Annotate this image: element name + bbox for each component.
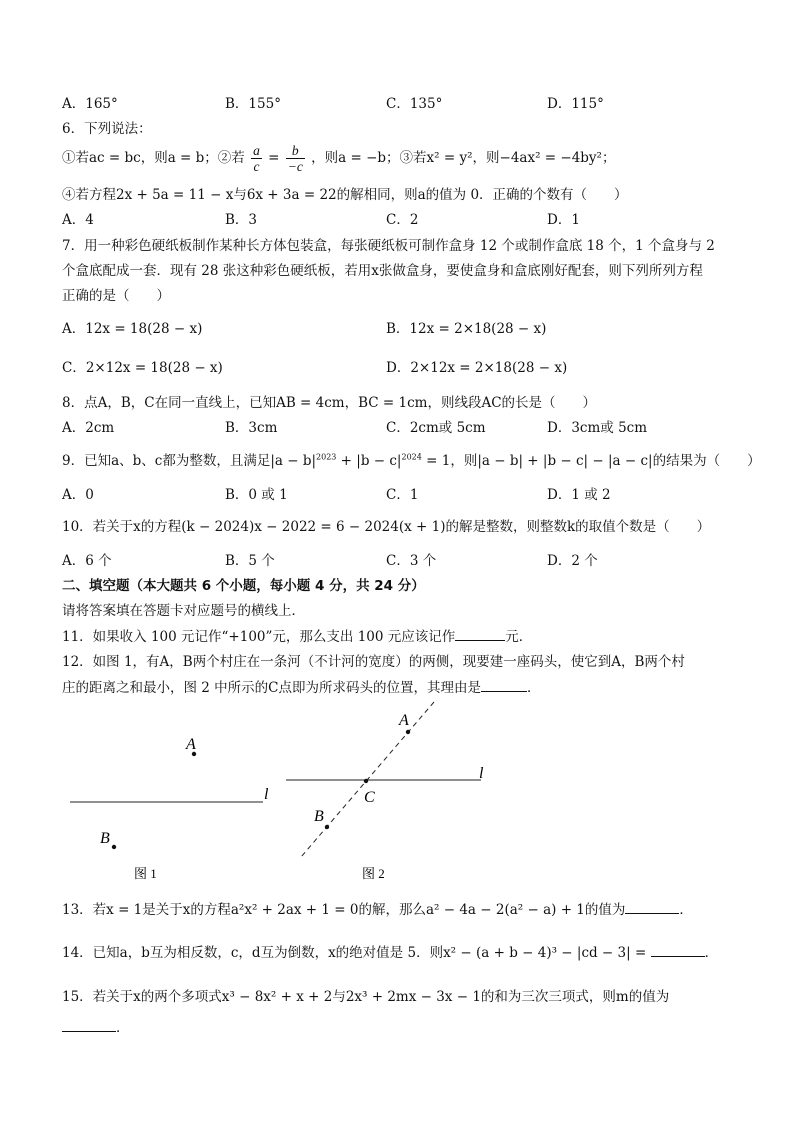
q9-option-d: D．1 或 2 <box>547 487 611 503</box>
q6-option-a: A．4 <box>62 212 94 228</box>
figure-1 <box>66 725 286 885</box>
q10-option-c: C．3 个 <box>386 553 437 569</box>
fig2-point-c <box>364 779 368 783</box>
q5-option-d: D．115° <box>547 96 604 112</box>
q9-stem <box>62 449 761 469</box>
q8-stem: 8．点A，B，C在同一直线上，已知AB = 4cm，BC = 1cm，则线段AC的长是（ ） <box>62 395 597 411</box>
fig1-label-b: B <box>100 830 110 847</box>
q8-option-d: D．3cm或 5cm <box>547 420 648 436</box>
q10-option-b: B．5 个 <box>225 553 275 569</box>
q15-line2-end: ． <box>116 1020 130 1036</box>
fig2-point-a <box>406 730 410 734</box>
q9-exponent-2023: 2023 <box>316 452 337 462</box>
q6-line2: ④若方程2x + 5a = 11 − x与6x + 3a = 22的解相同，则a的值为 0．正确的个数有（ ） <box>62 187 628 203</box>
q7-option-d: D．2×12x = 2×18(28 − x) <box>386 360 568 376</box>
q14-text-b: ． <box>704 945 719 961</box>
section2-instruction: 请将答案填在答题卡对应题号的横线上． <box>62 603 305 619</box>
q8-option-b: B．3cm <box>225 420 278 436</box>
q8-option-c: C．2cm或 5cm <box>386 420 486 436</box>
q7-option-c: C．2×12x = 18(28 − x) <box>62 360 223 376</box>
fig1-label-a: A <box>186 736 196 753</box>
q8-option-a: A．2cm <box>62 420 115 436</box>
q9-option-a: A．0 <box>62 487 94 503</box>
q7-line2: 个盒底配成一套．现有 28 张这种彩色硬纸板，若用x张做盒身，要使盒身和盒底刚好配套，则下列所列方程 <box>62 263 703 279</box>
q6-frac2-num: b <box>286 143 305 159</box>
q11-line <box>62 625 532 645</box>
fig1-caption: 图 1 <box>134 866 157 881</box>
q12-line2 <box>62 676 541 696</box>
q6-line1-a: ①若ac = bc，则a = b；②若 <box>62 150 245 166</box>
fig2-label-b: B <box>314 808 324 825</box>
q12-line2-text: 庄的距离之和最小，图 2 中所示的C点即为所求码头的位置，其理由是 <box>62 680 482 696</box>
q5-option-a: A．165° <box>62 96 118 112</box>
q14-answer-blank[interactable] <box>651 956 705 957</box>
q13-text-a: 13．若x = 1是关于x的方程a²x² + 2ax + 1 = 0的解，那么a² − 4a − 2(a² − a) + 1的值为 <box>62 902 626 918</box>
q12-line2-end: ． <box>527 680 541 696</box>
q5-option-b: B．155° <box>225 96 281 112</box>
q7-option-a: A．12x = 18(28 − x) <box>62 321 203 337</box>
q6-frac2-den: −c <box>287 159 303 174</box>
q9-stem-a: 9．已知a、b、c都为整数，且满足|a − b| <box>62 453 317 469</box>
q13-answer-blank[interactable] <box>625 913 679 914</box>
q9-stem-b: + |b − c| <box>336 453 402 469</box>
fig2-caption: 图 2 <box>362 866 385 881</box>
q6-line1 <box>62 143 615 174</box>
q15-line1: 15．若关于x的两个多项式x³ − 8x² + x + 2与2x³ + 2mx − 3x − 1的和为三次三项式，则m的值为 <box>62 989 670 1005</box>
q6-option-d: D．1 <box>547 212 580 228</box>
fig2-point-b <box>325 825 329 829</box>
q13-text-b: ． <box>679 902 693 918</box>
q6-fraction-b-over-neg-c <box>286 143 305 174</box>
q10-stem: 10．若关于x的方程(k − 2024)x − 2022 = 6 − 2024(x + 1)的解是整数，则整数k的取值个数是（ ） <box>62 519 711 535</box>
q9-option-c: C．1 <box>386 487 419 503</box>
fig2-label-a: A <box>399 712 409 729</box>
q6-stem: 6．下列说法： <box>62 121 152 137</box>
q11-text-a: 11．如果收入 100 元记作“+100”元，那么支出 100 元应该记作 <box>62 629 456 645</box>
q13-line <box>62 898 693 918</box>
q6-option-b: B．3 <box>225 212 258 228</box>
q9-option-b: B．0 或 1 <box>225 487 288 503</box>
fig1-point-b <box>112 845 116 849</box>
fig1-label-l: l <box>264 786 269 803</box>
q7-option-b: B．12x = 2×18(28 − x) <box>386 321 547 337</box>
q6-frac-num: a <box>253 143 260 158</box>
q15-answer-blank[interactable] <box>62 1031 116 1032</box>
q14-line <box>62 941 718 961</box>
q6-frac-equals: = <box>268 150 280 166</box>
fig2-label-l: l <box>479 765 484 782</box>
q6-fraction-a-over-c <box>251 143 262 174</box>
fig2-label-c: C <box>364 789 375 806</box>
q7-line3: 正确的是（ ） <box>62 288 170 304</box>
q9-stem-c: = 1，则|a − b| + |b − c| − |a − c|的结果为（ ） <box>421 453 761 469</box>
q6-line1-b: ，则a = −b；③若x² = y²，则−4ax² = −4by²； <box>311 150 616 166</box>
q5-option-c: C．135° <box>386 96 443 112</box>
q14-text-a: 14．已知a，b互为相反数，c，d互为倒数，x的绝对值是 5．则x² − (a + b − 4)³ − |cd − 3| = <box>62 945 651 961</box>
q11-answer-blank[interactable] <box>455 640 505 641</box>
q12-line1: 12．如图 1，有A，B两个村庄在一条河（不计河的宽度）的两侧，现要建一座码头，使它到A，B两个村 <box>62 654 685 670</box>
q15-line2 <box>62 1016 130 1036</box>
q6-frac-den: c <box>253 159 260 174</box>
q10-option-a: A．6 个 <box>62 553 112 569</box>
q6-option-c: C．2 <box>386 212 419 228</box>
q9-exponent-2024: 2024 <box>401 452 422 462</box>
q7-line1: 7．用一种彩色硬纸板制作某种长方体包装盒，每张硬纸板可制作盒身 12 个或制作盒底 18 个，1 个盒身与 2 <box>62 238 715 254</box>
q11-text-b: 元． <box>505 629 533 645</box>
section2-heading: 二、填空题（本大题共 6 个小题，每小题 4 分，共 24 分） <box>62 578 425 594</box>
q10-option-d: D．2 个 <box>547 553 598 569</box>
figure-2 <box>284 700 504 885</box>
q12-answer-blank[interactable] <box>481 691 527 692</box>
